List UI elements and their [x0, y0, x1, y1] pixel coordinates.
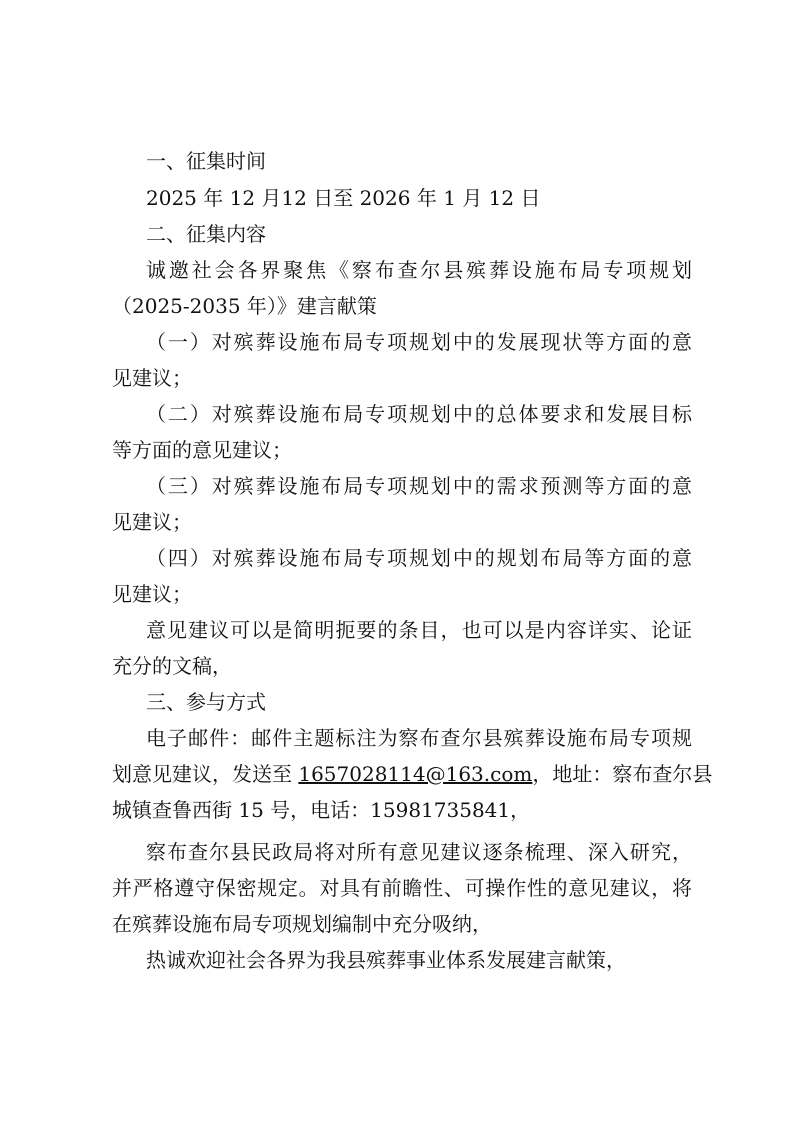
item-1-line-2: 见建议；: [112, 366, 192, 390]
section-heading-time: 一、征集时间: [146, 149, 266, 173]
advice-paragraph-line-1: 意见建议可以是简明扼要的条目，也可以是内容详实、论证: [146, 618, 692, 642]
welcome-paragraph: 热诚欢迎社会各界为我县殡葬事业体系发展建言献策，: [146, 948, 626, 972]
email-text-suffix: ，地址：察布查尔县: [532, 762, 713, 786]
item-1-line-1: （一）对殡葬设施布局专项规划中的发展现状等方面的意: [146, 330, 692, 354]
email-paragraph-line-1: 电子邮件：邮件主题标注为察布查尔县殡葬设施布局专项规: [146, 726, 692, 750]
email-text-prefix: 划意见建议，发送至: [112, 762, 299, 786]
item-3-line-2: 见建议；: [112, 510, 192, 534]
bureau-paragraph-line-3: 在殡葬设施布局专项规划编制中充分吸纳，: [112, 912, 492, 936]
item-2-line-2: 等方面的意见建议；: [112, 438, 292, 462]
intro-paragraph-line-2: （2025-2035 年）》建言献策: [112, 294, 377, 318]
item-4-line-1: （四）对殡葬设施布局专项规划中的规划布局等方面的意: [146, 546, 692, 570]
email-address-link[interactable]: 1657028114@163.com: [298, 762, 533, 786]
email-paragraph-line-3: 城镇查鲁西街 15 号，电话：15981735841，: [112, 798, 531, 822]
bureau-paragraph-line-1: 察布查尔县民政局将对所有意见建议逐条梳理、深入研究，: [146, 840, 692, 864]
section-heading-method: 三、参与方式: [146, 690, 266, 714]
collection-time-value: 2025 年 12 月12 日至 2026 年 1 月 12 日: [146, 186, 541, 210]
intro-paragraph-line-1: 诚邀社会各界聚焦《察布查尔县殡葬设施布局专项规划: [146, 258, 692, 282]
email-paragraph-line-2: [112, 756, 713, 792]
bureau-paragraph-line-2: 并严格遵守保密规定。对具有前瞻性、可操作性的意见建议，将: [112, 876, 692, 900]
item-4-line-2: 见建议；: [112, 582, 192, 606]
item-2-line-1: （二）对殡葬设施布局专项规划中的总体要求和发展目标: [146, 402, 692, 426]
section-heading-content: 二、征集内容: [146, 222, 266, 246]
advice-paragraph-line-2: 充分的文稿，: [112, 654, 232, 678]
item-3-line-1: （三）对殡葬设施布局专项规划中的需求预测等方面的意: [146, 474, 692, 498]
